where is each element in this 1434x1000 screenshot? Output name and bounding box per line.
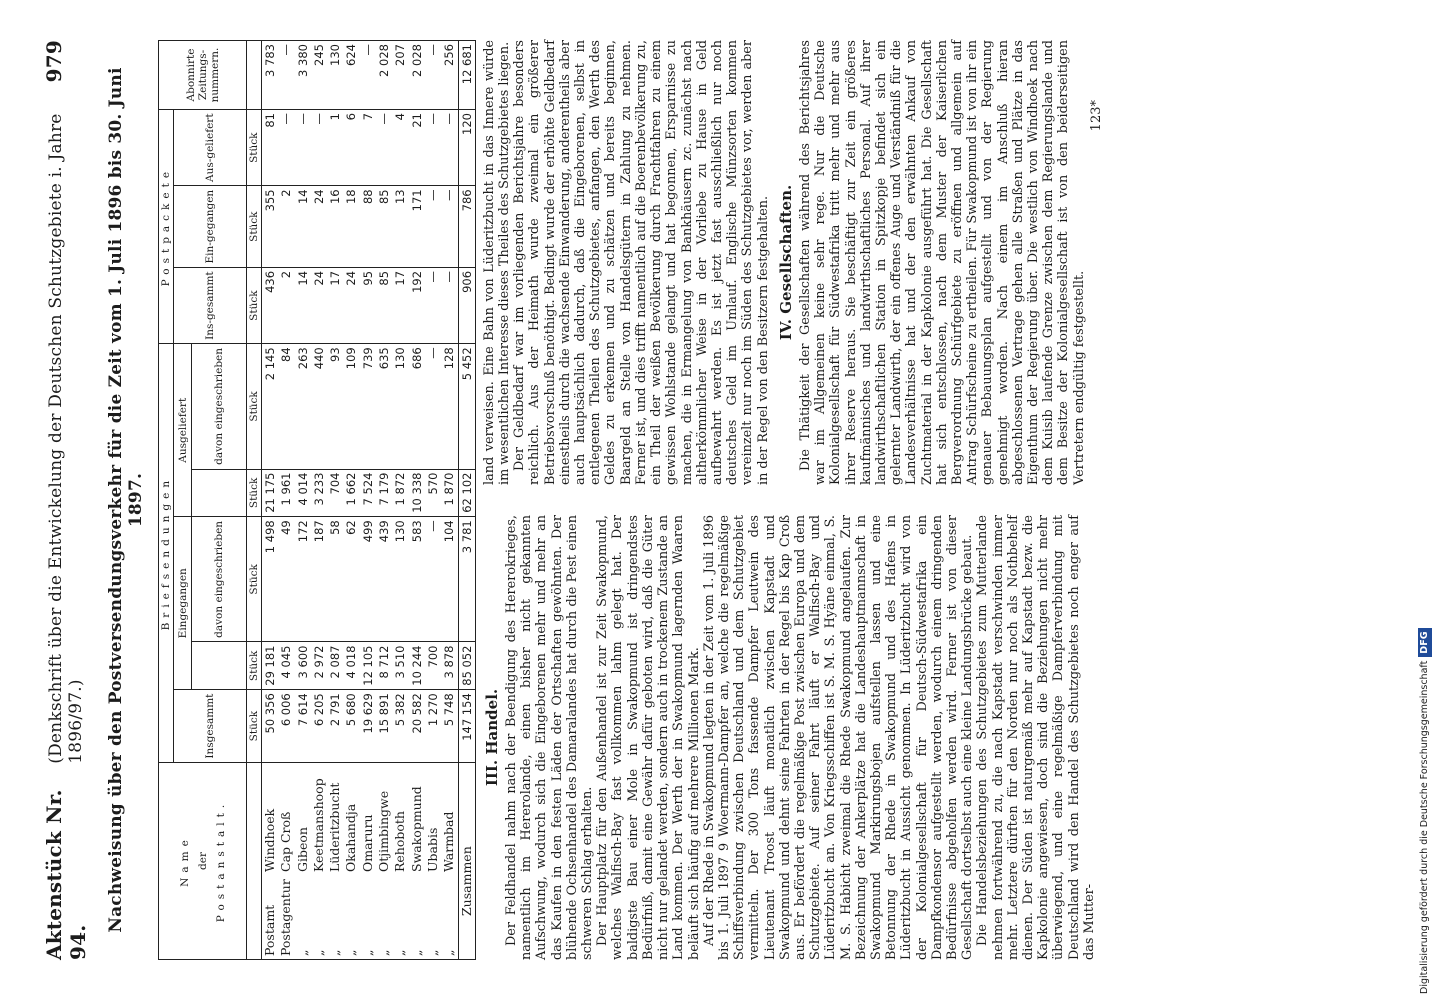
unit-cell: Stück [247,469,262,517]
postanstalt-label: Cap Croß [278,811,294,872]
table-cell: 1 662 [343,469,359,517]
table-cell: 1 270 [425,690,441,763]
table-cell: 4 045 [278,642,294,690]
table-cell: 192 [409,267,425,343]
table-cell: 147 154 [458,690,475,763]
postanstalt-name [392,763,408,960]
table-cell: 635 [376,344,392,469]
table-cell: 256 [441,41,458,110]
postanstalt-name [425,763,441,960]
table-row [441,41,458,960]
table-cell: 7 179 [376,469,392,517]
table-cell: 171 [409,186,425,268]
postal-statistics-table [158,40,476,960]
postanstalt-prefix: „ [327,949,343,956]
table-cell: 3 600 [295,642,311,690]
table-cell: 17 [327,267,343,343]
postanstalt-label: Okahandja [343,803,359,872]
table-cell: 21 175 [262,469,279,517]
table-cell: 704 [327,469,343,517]
table-cell: — [425,41,441,110]
table-cell: — [425,267,441,343]
signature-mark: 123* [1088,100,1104,132]
table-cell: 24 [311,186,327,268]
table-cell: 14 [295,186,311,268]
table-cell: — [376,110,392,186]
unit-cell: Stück [247,517,262,642]
table-cell: — [441,267,458,343]
table-cell: 17 [392,267,408,343]
table-cell: 700 [425,642,441,690]
table-cell: 436 [262,267,279,343]
postanstalt-label: Warmbad [441,811,457,872]
table-row [278,41,294,960]
unit-cell: Stück [247,642,262,690]
table-cell: 2 791 [327,690,343,763]
ausgeliefert-header: Ausgeliefert [174,344,192,517]
postanstalt-prefix: „ [408,949,424,956]
table-title: Nachweisung über den Postversendungsverkehr für die Zeit vom 1. Juli 1896 bis 30. Juni 1897. [106,67,146,933]
left-column [482,515,1104,960]
table-cell: 5 382 [392,690,408,763]
table-cell: 88 [360,186,376,268]
postanstalt-name [262,763,279,960]
paragraph: Auf der Rhede in Swakopmund legten in der Zeit vom 1. Juli 1896 bis 1. Juli 1897 9 Woermann-Dampfer an, welche die regelmäßige Schiffsverbindung zwischen Deutschland und dem Schutzgebiet vermitteln. Der 300 Tons fassende Dampfer Leutwein des Lieutenant Troost läuft monatlich zwischen Kapstadt und Swakopmund und dehnt seine Fahrten in der Regel bis Kap Croß aus. Er befördert die regelmäßige Post zwischen Europa und dem Schutzgebiete. Auf seiner Fahrt läuft er Walfisch-Bay und Lüderitzbucht an. Von Kriegsschiffen ist S. M. S. Hyäne einmal, S. M. S. Habicht zweimal die Rhede Swakopmund angelaufen. Zur Bezeichnung der Ankerplätze hat die Landeshauptmannschaft in Swakopmund Markirungsbojen aufstellen lassen und eine Betonnung der Rhede in Swakopmund und des Hafens in Lüderitzbucht in Aussicht genommen. In Lüderitzbucht wird von der Kolonialgesellschaft für Deutsch-Südwestafrika ein Dampfkondensor aufgestellt werden, wodurch einem dringenden Bedürfnisse abgeholfen werden wird. Ferner ist von dieser Gesellschaft dortselbst auch eine kleine Landungsbrücke gebaut. [701,515,976,960]
table-cell: 1 498 [262,517,279,642]
table-cell: 3 510 [392,642,408,690]
postanstalt-prefix: Postamt [262,904,277,956]
zeitungen-header: Abonnirte Zeitungs-nummern. [159,41,247,110]
table-cell: 29 181 [262,642,279,690]
unit-cell: Stück [247,186,262,268]
page-header [42,40,90,960]
table-cell: — [441,110,458,186]
table-cell: 24 [343,267,359,343]
table-cell: 62 [343,517,359,642]
postanstalt-name [311,763,327,960]
postanstalt-prefix: „ [359,949,375,956]
postanstalt-prefix: „ [376,949,392,956]
section-heading-gesellschaften: IV. Gesellschaften. [776,184,795,341]
ausgeliefert-total-subheader [192,469,247,517]
table-cell: 85 [376,186,392,268]
unit-cell: Stück [247,267,262,343]
eingegangen-eingeschrieben-subheader: davon eingeschrieben [192,517,247,642]
insgesammt-header: Insgesammt [174,690,247,763]
table-cell: 3 781 [458,517,475,642]
pakete-insgesammt-header: Ins-gesammt [174,267,247,343]
dfg-logo: DFG [1418,629,1432,657]
table-cell: — [425,517,441,642]
paragraph: Die Handelsbeziehungen des Schutzgebietes zum Mutterlande nehmen fortwährend zu, die nach Kapstadt verschwinden immer mehr. Letztere dürften für den Norden nur noch als Nothbehelf dienen. Der Süden ist naturgemäß mehr auf Kapstadt bezw. die Kapkolonie angewiesen, doch sind die Beziehungen nicht mehr überwiegend, und eine regelmäßige Dampferverbindung mit Deutschland wird den Handel des Schutzgebietes noch enger auf das Mutter- [975,515,1097,960]
table-cell: — [425,186,441,268]
table-cell: 8 712 [376,642,392,690]
text-columns [482,40,1104,960]
page-number: 979 [42,40,66,83]
table-row [327,41,343,960]
name-column-header: Name der Postanstalt. [159,763,247,960]
table-cell: 120 [458,110,475,186]
table-cell: 12 105 [360,642,376,690]
postanstalt-name [343,763,359,960]
postanstalt-prefix: Postagentur [278,879,294,956]
postanstalt-name [409,763,425,960]
table-cell: — [425,110,441,186]
table-cell: 12 681 [458,41,475,110]
table-cell: 13 [392,186,408,268]
table-cell: 355 [262,186,279,268]
table-cell: 4 014 [295,469,311,517]
paragraph: Der Hauptplatz für den Außenhandel ist zur Zeit Swakopmund, welches Walfisch-Bay fast vollkommen lahm gelegt hat. Der baldigste Bau einer Mole in Swakopmund ist dringendstes Bedürfniß, damit eine Gewähr dafür geboten wird, daß die Güter nicht nur gelandet werden, sondern auch in trockenem Zustande an Land kommen. Der Werth der in Swakopmund lagernden Waaren beläuft sich häufig auf mehrere Millionen Mark. [595,515,702,960]
table-cell: — [278,110,294,186]
table-row [425,41,441,960]
table-cell: 739 [360,344,376,469]
table-cell: 16 [327,186,343,268]
table-cell: 2 [278,186,294,268]
table-cell: 3 380 [295,41,311,110]
table-cell: 4 [392,110,408,186]
postanstalt-label: Rehoboth [392,811,408,872]
table-cell: 3 783 [262,41,279,110]
table-cell: 14 [295,267,311,343]
right-column [482,40,1104,485]
table-cell: 21 [409,110,425,186]
table-cell: 10 338 [409,469,425,517]
postanstalt-name [376,763,392,960]
table-cell: — [425,344,441,469]
postanstalt-name [278,763,294,960]
table-cell: 128 [441,344,458,469]
table-cell: 263 [295,344,311,469]
table-cell: 85 [376,267,392,343]
table-cell: 3 233 [311,469,327,517]
table-cell: 624 [343,41,359,110]
table-cell: 109 [343,344,359,469]
postanstalt-name [295,763,311,960]
watermark-text: Digitalisierung gefördert durch die Deutsche Forschungsgemeinschaft [1419,660,1430,994]
header-document-number: Aktenstück Nr. 94. [42,789,90,960]
table-row [360,41,376,960]
ausgeliefert-eingeschrieben-subheader: davon eingeschrieben [192,344,247,469]
postanstalt-prefix: „ [310,949,326,956]
document-page [42,40,1104,960]
table-cell: 1 872 [392,469,408,517]
table-cell: — [311,110,327,186]
table-cell: 5 748 [441,690,458,763]
table-cell: 7 524 [360,469,376,517]
table-cell: 2 087 [327,642,343,690]
table-cell: 187 [311,517,327,642]
table-body [262,41,476,960]
postanstalt-label: Windhoek [262,808,277,872]
table-cell: 15 891 [376,690,392,763]
table-cell: 130 [392,517,408,642]
table-cell: 104 [441,517,458,642]
table-cell: 130 [327,41,343,110]
table-row [262,41,279,960]
table-cell: 20 582 [409,690,425,763]
table-cell: — [278,41,294,110]
postanstalt-label: Swakopmund [408,786,424,872]
postanstalt-name [327,763,343,960]
unit-cell: Stück [247,110,262,186]
unit-cell: Stück [247,690,262,763]
postanstalt-label: Gibeon [294,827,310,872]
table-cell: 19 629 [360,690,376,763]
table-cell: 2 028 [409,41,425,110]
table-row [409,41,425,960]
table-cell: 1 870 [441,469,458,517]
table-cell: 6 205 [311,690,327,763]
table-cell: 440 [311,344,327,469]
postanstalt-prefix: „ [441,949,457,956]
table-cell: 5 452 [458,344,475,469]
table-cell: 49 [278,517,294,642]
eingegangen-total-subheader [192,642,247,690]
table-row [295,41,311,960]
table-cell: 2 972 [311,642,327,690]
table-cell: 6 [343,110,359,186]
table-cell: 2 145 [262,344,279,469]
table-cell: 4 018 [343,642,359,690]
table-total-row [458,41,475,960]
table-cell: 7 614 [295,690,311,763]
postanstalt-prefix: „ [424,949,440,956]
header-title: (Denkschrift über die Entwickelung der Deutschen Schutzgebiete i. Jahre 1896/97.) [46,113,86,764]
unit-blank [247,41,262,110]
postanstalt-label: Lüderitzbucht [327,782,343,872]
postanstalt-label: Omaruru [359,814,375,872]
eingegangen-header: Eingegangen [174,517,192,690]
table-cell: — [295,110,311,186]
table-cell: 5 680 [343,690,359,763]
section-heading-handel: III. Handel. [482,688,501,787]
table-cell: 18 [343,186,359,268]
table-cell: 58 [327,517,343,642]
table-row [392,41,408,960]
table-cell: 2 [278,267,294,343]
table-cell: 245 [311,41,327,110]
table-row [376,41,392,960]
postanstalt-name [360,763,376,960]
pakete-ausgeliefert-header: Aus-geliefert [174,110,247,186]
dfg-watermark [1418,6,1432,994]
table-cell: 93 [327,344,343,469]
table-row [311,41,327,960]
table-cell: 84 [278,344,294,469]
table-cell: 81 [262,110,279,186]
unit-cell: Stück [247,344,262,469]
table-cell: 583 [409,517,425,642]
postanstalt-label: Ubabis [424,827,440,872]
table-cell: 1 [327,110,343,186]
unit-name-blank [247,763,262,960]
table-cell: 686 [409,344,425,469]
briefsendungen-header: Briefsendungen [159,344,174,763]
table-cell: 10 244 [409,642,425,690]
table-cell: 439 [376,517,392,642]
paragraph: Der Geldbedarf war im vorliegenden Berichtsjahre besonders reichlich. Aus der Heimath wurde zweimal ein größerer Betriebsvorschuß benöthigt. Bedingt wurde der erhöhte Geldbedarf einestheils durch die wachsende Einwanderung, anderentheils aber auch hauptsächlich dadurch, daß die Eingeborenen, selbst in entlegenen Theilen des Schutzgebietes, anfangen, den Werth des Geldes zu erkennen und zu schätzen und bereits beginnen, Baargeld an Stelle von Handelsgütern in Zahlung zu nehmen. Ferner ist, und dies trifft namentlich auf die Boerenbevölkerung zu, ein Theil der weißen Bevölkerung durch Frachtfahren zu einem gewissen Wohlstande gelangt und hat begonnen, Ersparnisse zu machen, die in Ermangelung von Bankhäusern zc. zunächst nach altherkömmlicher Weise in der Vorliebe zu Hause in Geld aufbewahrt werden. Es ist jetzt fast ausschließlich nur noch deutsches Geld im Umlauf. Englische Münzsorten kommen vereinzelt nur noch im Süden des Schutzgebietes vor, werden aber in der Regel von den Besitzern festgehalten. [512,40,771,485]
table-cell: 85 052 [458,642,475,690]
table-cell: — [441,186,458,268]
postanstalt-name [441,763,458,960]
table-cell: 3 878 [441,642,458,690]
table-cell: 62 102 [458,469,475,517]
table-cell: 24 [311,267,327,343]
table-cell: — [360,41,376,110]
postanstalt-label: Keetmanshoop [310,778,326,872]
table-cell: 570 [425,469,441,517]
table-cell: 130 [392,344,408,469]
pakete-eingegangen-header: Ein-gegangen [174,186,247,268]
table-cell: 50 356 [262,690,279,763]
table-cell: 1 961 [278,469,294,517]
postanstalt-label: Otjimbingwe [376,790,392,872]
table-cell: 499 [360,517,376,642]
table-cell: 6 006 [278,690,294,763]
paragraph: Der Feldhandel nahm nach der Beendigung des Hererokrieges, namentlich im Hererolande, einen bisher nicht gekannten Aufschwung, wodurch sich die Eingeborenen mehr und mehr an das Kaufen in den festen Läden der Ortschaften gewöhnten. Der blühende Ochsenhandel des Damaralandes hat durch die Pest einen schweren Schlag erhalten. [504,515,596,960]
postanstalt-prefix: „ [294,949,310,956]
table-cell: 786 [458,186,475,268]
postanstalt-prefix: „ [392,949,408,956]
paragraph: land verweisen. Eine Bahn von Lüderitzbucht in das Innere würde im wesentlichen Interesse dieses Theiles des Schutzgebietes liegen. [481,40,513,485]
table-cell: 2 028 [376,41,392,110]
paragraph: Die Thätigkeit der Gesellschaften während des Berichtsjahres war im Allgemeinen keine sehr rege. Nur die Deutsche Kolonialgesellschaft für Südwestafrika tritt mehr und mehr aus ihrer Reserve heraus. Sie beschäftigt zur Zeit ein größeres kaufmännisches und landwirthschaftliches Personal. Auf ihrer landwirthschaftlichen Station in Spitzkopje befindet sich ein gelernter Landwirth, der ein offenes Auge und Verständniß für die Landesverhältnisse hat und der den erwähnten Ankauf von Zuchtmaterial in der Kapkolonie ausgeführt hat. Die Gesellschaft hat sich entschlossen, nach dem Muster der Kaiserlichen Bergverordnung Schürfgebiete zu eröffnen und allgemein auf Antrag Schürfscheine zu ertheilen. Für Swakopmund ist von ihr ein genauer Bebauungsplan aufgestellt und von der Regierung genehmigt worden. Nach einem im Anschluß hieran abgeschlossenen Vertrage gehen alle Straßen und Plätze in das Eigenthum der Regierung über. Die westlich von Windhoek nach dem Kuisib laufende Grenze zwischen dem Regierungslande und dem Besitze der Kolonialgesellschaft ist von den beiderseitigen Vertretern endgültig festgestellt. [797,40,1087,485]
table-cell: 906 [458,267,475,343]
table-cell: 95 [360,267,376,343]
table-cell: 7 [360,110,376,186]
table-row [343,41,359,960]
postpackete-header: Postpackete [159,110,174,344]
total-label: Zusammen [458,763,475,960]
table-cell: 207 [392,41,408,110]
postanstalt-prefix: „ [343,949,359,956]
table-cell: 172 [295,517,311,642]
